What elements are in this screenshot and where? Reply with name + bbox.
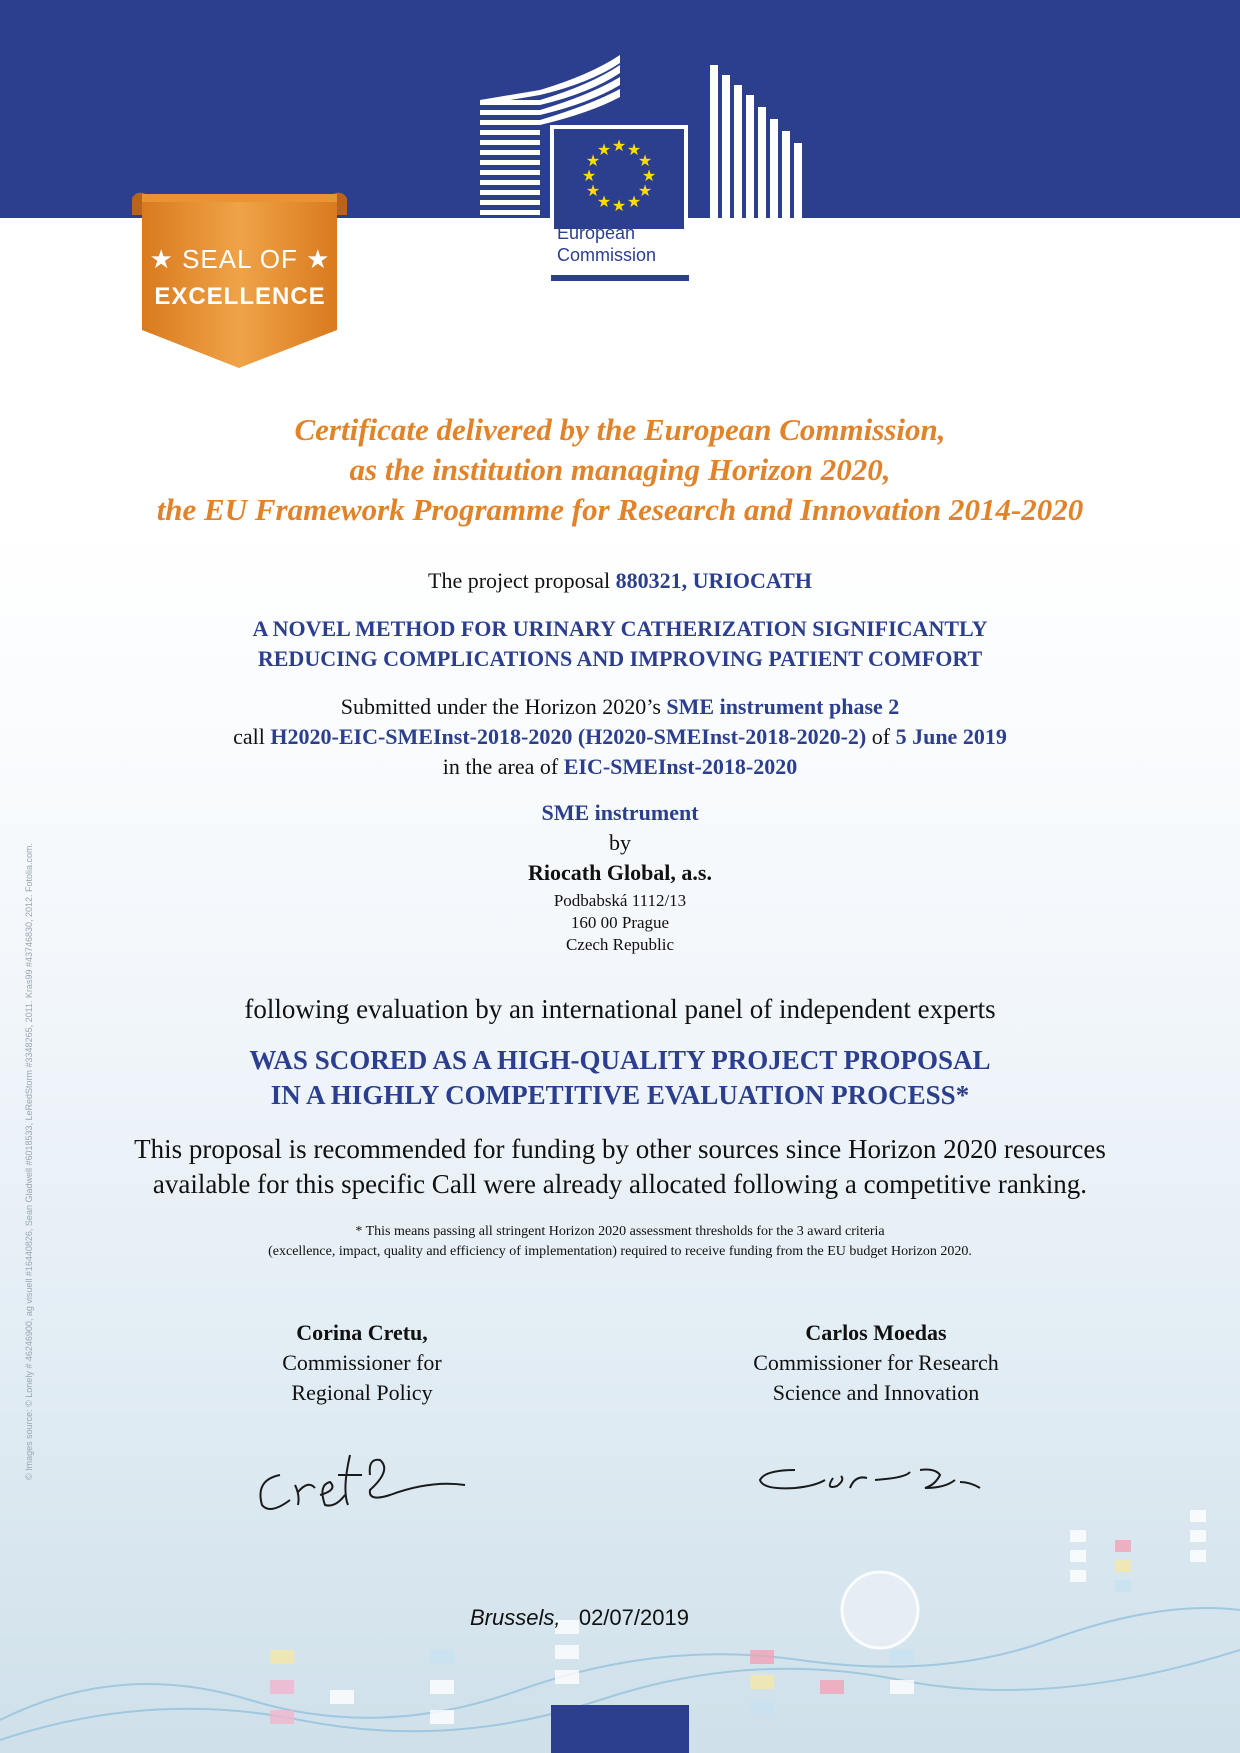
applicant-address: Podbabská 1112/13 160 00 Prague Czech Republic bbox=[553, 891, 687, 954]
recommendation: This proposal is recommended for funding by other sources since Horizon 2020 resources available for this specific Call were already allocated following a competitive ranking. bbox=[134, 1134, 1106, 1199]
instrument-name: SME instrument phase 2 bbox=[666, 694, 900, 719]
signatory-cretu: Corina Cretu, Commissioner for Regional Policy bbox=[282, 1320, 442, 1405]
svg-text:★: ★ bbox=[626, 140, 642, 159]
applicant-block: SME instrument by Riocath Global, a.s. bbox=[60, 798, 1180, 888]
certificate-heading bbox=[60, 410, 1180, 530]
seal-of-excellence-ribbon bbox=[132, 190, 347, 370]
signatory-moedas: Carlos Moedas Commissioner for Research Science and Innovation bbox=[753, 1320, 999, 1405]
proposal-title: A NOVEL METHOD FOR URINARY CATHERIZATION SIGNIFICANTLY REDUCING COMPLICATIONS AND IMPROVING PATIENT COMFORT bbox=[252, 616, 988, 671]
date: 02/07/2019 bbox=[578, 1605, 689, 1630]
evaluation-line: following evaluation by an international panel of independent experts bbox=[244, 994, 996, 1024]
logo-text: European Commission bbox=[557, 223, 657, 265]
footer-bar bbox=[551, 1705, 689, 1753]
proposal-id: 880321, URIOCATH bbox=[615, 568, 812, 593]
place-date bbox=[470, 1605, 689, 1631]
call-id: H2020-EIC-SMEInst-2018-2020 (H2020-SMEInst-2018-2020-2) bbox=[270, 724, 867, 749]
seal-line2: EXCELLENCE bbox=[154, 283, 326, 310]
svg-text:★: ★ bbox=[611, 196, 627, 215]
logo-underline bbox=[551, 275, 689, 281]
svg-text:★: ★ bbox=[581, 166, 597, 185]
svg-text:★: ★ bbox=[585, 151, 601, 170]
image-credits: © Images source: © Lonely # 46246900, ag visuell #16440826, Sean Gladwell #6018533, LeRedStorm #3348265, 2011. Kras99 #43746830, 2012. Fotolia.com. bbox=[24, 842, 34, 1480]
svg-text:★: ★ bbox=[611, 136, 627, 155]
svg-text:★: ★ bbox=[637, 151, 653, 170]
applicant-instrument: SME instrument bbox=[541, 800, 699, 825]
call-area: EIC-SMEInst-2018-2020 bbox=[563, 754, 798, 779]
seal-line1: ★ SEAL OF ★ bbox=[149, 244, 331, 274]
submission-details: Submitted under the Horizon 2020’s SME instrument phase 2 call H2020-EIC-SMEInst-2018-2020 (H2020-SMEInst-2018-2020-2) of 5 June 2019 in the area of EIC-SMEInst-2018-2020 bbox=[233, 694, 1007, 779]
svg-text:★: ★ bbox=[596, 192, 612, 211]
svg-text:★: ★ bbox=[626, 192, 642, 211]
svg-text:★: ★ bbox=[585, 181, 601, 200]
heading-line2: as the institution managing Horizon 2020, bbox=[349, 452, 891, 487]
footnote: * This means passing all stringent Horizon 2020 assessment thresholds for the 3 award criteria (excellence, impact, quality and efficiency of implementation) required to receive funding from the EU budget Horizon 2020. bbox=[268, 1224, 972, 1259]
heading-line1: Certificate delivered by the European Commission, bbox=[294, 412, 946, 447]
proposal-line: The project proposal 880321, URIOCATH bbox=[428, 568, 812, 593]
svg-text:★: ★ bbox=[637, 181, 653, 200]
applicant-name: Riocath Global, a.s. bbox=[528, 860, 712, 885]
svg-text:★: ★ bbox=[641, 166, 657, 185]
svg-text:★: ★ bbox=[596, 140, 612, 159]
call-date: 5 June 2019 bbox=[895, 724, 1007, 749]
heading-line3: the EU Framework Programme for Research and Innovation 2014-2020 bbox=[156, 492, 1084, 527]
place: Brussels, bbox=[470, 1605, 561, 1630]
score-statement: WAS SCORED AS A HIGH-QUALITY PROJECT PROPOSAL IN A HIGHLY COMPETITIVE EVALUATION PROCESS* bbox=[249, 1045, 991, 1110]
